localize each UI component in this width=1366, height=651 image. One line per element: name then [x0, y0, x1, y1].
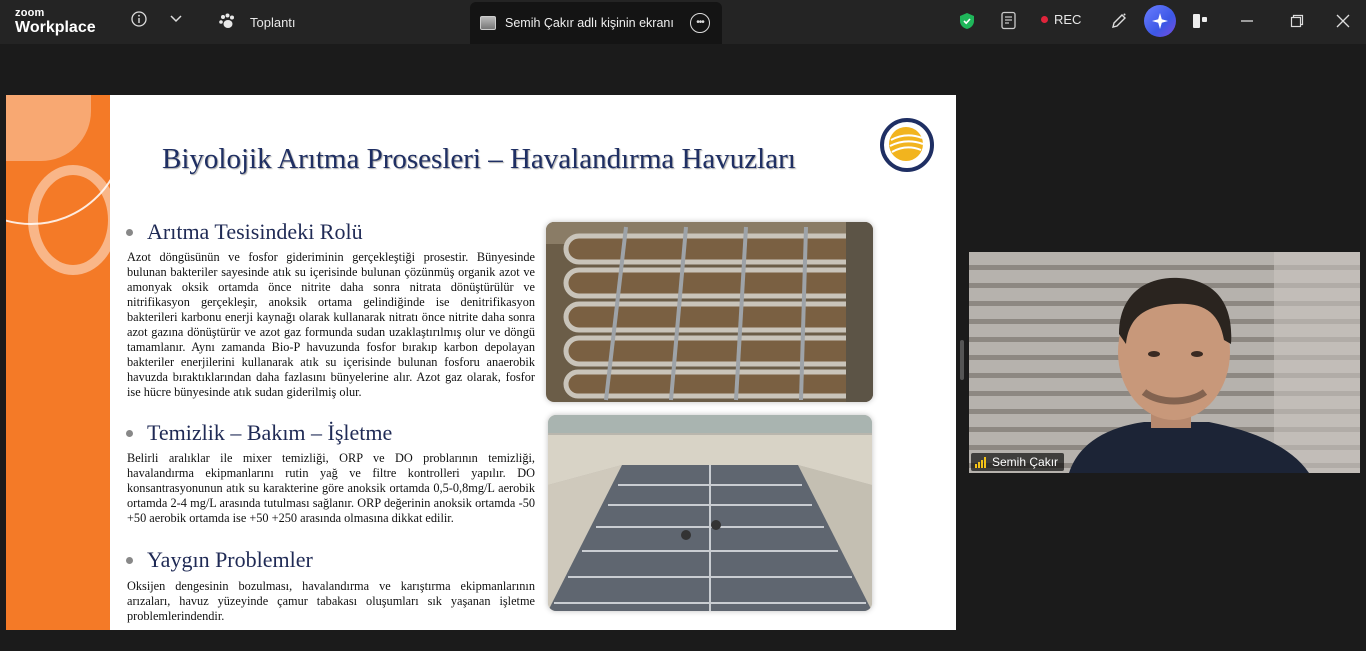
- zoom-logo: [15, 8, 96, 36]
- section-heading-1: [126, 219, 363, 245]
- section-heading-text: Temizlik – Bakım – İşletme: [147, 420, 393, 445]
- section-text-3: Oksijen dengesinin bozulması, havalandırma ve karıştırma ekipmanlarının arızaları, havuz yüzeyinde çamur tabakası oluşumları sık yaşanan işletme problemlerindendir.: [127, 579, 535, 623]
- participant-video[interactable]: [969, 252, 1360, 473]
- summary-doc-icon[interactable]: [998, 10, 1020, 32]
- paw-icon: [218, 12, 240, 33]
- signal-strength-icon: [975, 457, 987, 468]
- tab-meeting-label: Toplantı: [250, 14, 296, 30]
- section-heading-3: [126, 547, 313, 573]
- minimize-icon[interactable]: [1236, 10, 1258, 32]
- close-icon[interactable]: [1332, 10, 1354, 32]
- rec-dot-icon: [1041, 16, 1048, 23]
- section-heading-text: Yaygın Problemler: [147, 547, 313, 572]
- share-thumbnail-icon: [480, 16, 496, 30]
- recording-indicator[interactable]: [1041, 12, 1081, 27]
- more-options-icon[interactable]: •••: [690, 13, 710, 33]
- shared-screen-slide: [6, 95, 956, 630]
- diffuser-grid-photo: [548, 415, 872, 611]
- title-bar: [0, 0, 1366, 44]
- section-text-1: Azot döngüsünün ve fosfor gideriminin gerçekleştiği prosestir. Bünyesinde bulunan bakteriler sayesinde atık su içerisinde bulunan çözünmüş organik azot ve amonyak oksik ortamda önce nitrite daha sonra nitrata dönüştürülür ve nitrifikasyon gerçekleşir, anoksik ortama gelindiğinde ise denitrifikasyon bakterileri karbonu enerji kaynağı olarak kullanarak nitratı önce nitrite daha sonra azot gazına dönüştürür ve azot gaz formunda sudan uzaklaştırılmış olur ve döngü tamamlanır. Aynı zamanda Bio-P havuzunda fosfor bırakıp karbon depolayan bakteriler enerjilerini kullanarak atık su içerisinde bulunan fosforu anaerobik havuzda bıraktıklarından daha fazlasını bünyelerine alır. Azot gaz olarak, fosfor ise hücre bünyesinde atık sudan giderilmiş olur.: [127, 250, 535, 399]
- section-heading-text: Arıtma Tesisindeki Rolü: [147, 219, 363, 244]
- security-shield-icon[interactable]: [957, 10, 977, 32]
- restore-icon[interactable]: [1286, 10, 1308, 32]
- rec-label: REC: [1054, 12, 1082, 27]
- section-text-2: Belirli aralıklar ile mixer temizliği, ORP ve DO problarının temizliği, havalandırma ekipmanlarını rutin yağ ve filtre kontrolleri yapılır. DO konsantrasyonunun atık su karakterine göre anoksik ortamda 0,5-0,8mg/L aerobik ortamda 2-4 mg/L arasında tutulması sağlanır. ORP değerinin anoksik ortamda -50 +50 aerobik ortamda ise +50 +250 arasında olmasına dikkat edilir.: [127, 451, 535, 525]
- company-logo-icon: [878, 116, 936, 174]
- slide-orange-band: [6, 95, 110, 630]
- slide-title: Biyolojik Arıtma Prosesleri – Havalandırma Havuzları: [162, 143, 796, 175]
- participant-name-tag: [971, 453, 1064, 471]
- layout-view-icon[interactable]: [1189, 10, 1211, 32]
- logo-line1: zoom: [15, 7, 45, 19]
- logo-line2: Workplace: [15, 19, 96, 36]
- aeration-basin-aerial-photo: [546, 222, 873, 402]
- ai-companion-button[interactable]: [1144, 5, 1176, 37]
- tab-meeting[interactable]: [214, 6, 454, 38]
- tab-share-label: Semih Çakır adlı kişinin ekranı: [505, 16, 674, 30]
- annotate-pen-icon[interactable]: [1108, 10, 1130, 32]
- sparkle-icon: [1151, 12, 1169, 30]
- resize-handle[interactable]: [960, 340, 964, 380]
- section-heading-2: [126, 420, 392, 446]
- participant-name: Semih Çakır: [992, 455, 1059, 469]
- info-icon[interactable]: [129, 9, 149, 29]
- tab-screen-share[interactable]: [470, 2, 722, 44]
- chevron-down-icon[interactable]: [166, 9, 186, 29]
